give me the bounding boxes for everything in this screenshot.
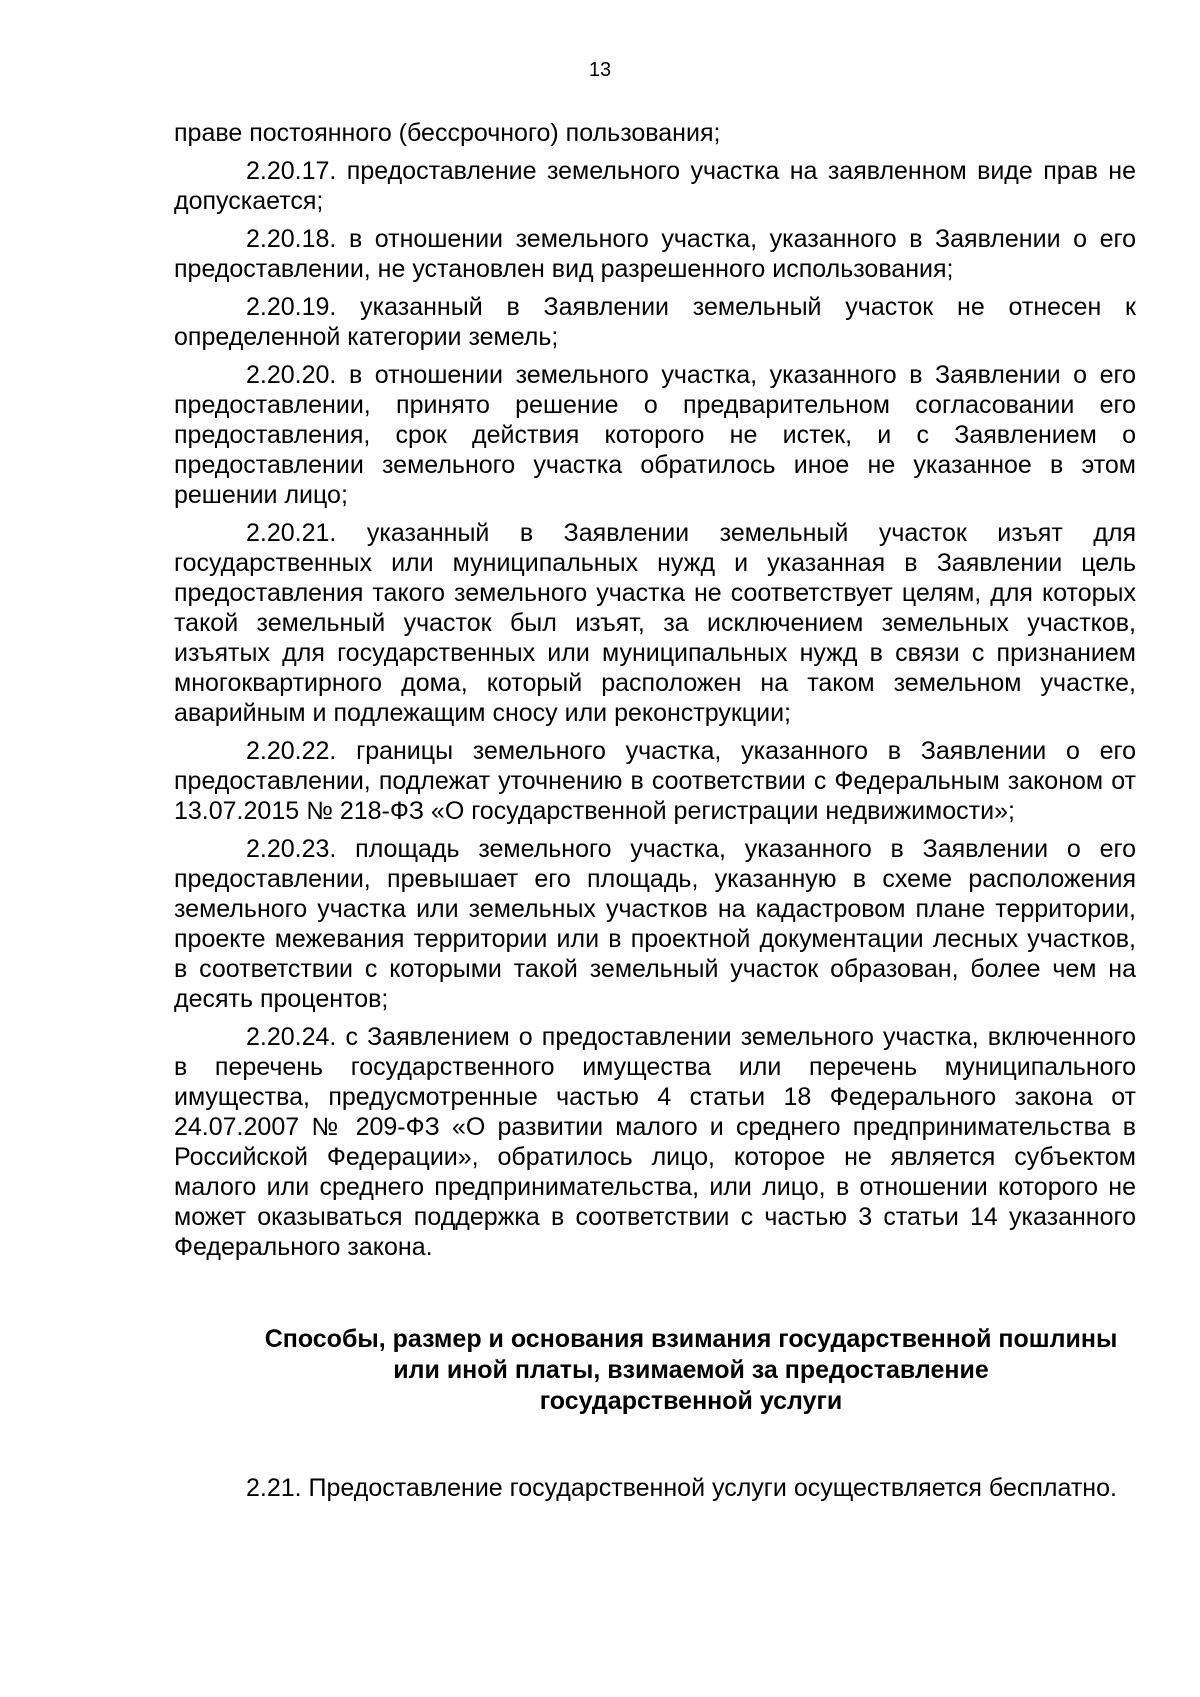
section-heading bbox=[174, 1324, 1136, 1417]
document-body bbox=[174, 118, 1136, 1511]
paragraph-2-20-24: 2.20.24. с Заявлением о предоставлении земельного участка, включенного в перечень государственного имущества или перечень муниципального имущества, предусмотренные частью 4 статьи 18 Федерального закона от 24.07.2007 № 209-ФЗ «О развитии малого и среднего предпринимательства в Российской Федерации», обратилось лицо, которое не является субъектом малого или среднего предпринимательства, или лицо, в отношении которого не может оказываться поддержка в соответствии с частью 3 статьи 14 указанного Федерального закона. bbox=[174, 1023, 1136, 1261]
page-number: 13 bbox=[588, 59, 612, 81]
paragraph-2-21: 2.21. Предоставление государственной услуги осуществляется бесплатно. bbox=[246, 1474, 1117, 1502]
section-heading-line-2: или иной платы, взимаемой за предоставление bbox=[393, 1356, 989, 1384]
section-heading-line-3: государственной услуги bbox=[539, 1387, 843, 1415]
section-heading-line-1: Способы, размер и основания взимания государственной пошлины bbox=[264, 1325, 1118, 1353]
paragraph-2-20-21: 2.20.21. указанный в Заявлении земельный участок изъят для государственных или муниципальных нужд и указанная в Заявлении цель предоставления такого земельного участка не соответствует целям, для которых такой земельный участок был изъят, за исключением земельных участков, изъятых для государственных или муниципальных нужд в связи с признанием многоквартирного дома, который расположен на таком земельном участке, аварийным и подлежащим сносу или реконструкции; bbox=[174, 519, 1136, 727]
paragraph-continuation: праве постоянного (бессрочного) пользования; bbox=[174, 119, 721, 147]
paragraph-2-20-20: 2.20.20. в отношении земельного участка, указанного в Заявлении о его предоставлении, принято решение о предварительном согласовании его предоставления, срок действия которого не истек, и с Заявлением о предоставлении земельного участка обратилось иное не указанное в этом решении лицо; bbox=[174, 361, 1136, 509]
paragraph-2-20-23: 2.20.23. площадь земельного участка, указанного в Заявлении о его предоставлении, превышает его площадь, указанную в схеме расположения земельного участка или земельных участков на кадастровом плане территории, проекте межевания территории или в проектной документации лесных участков, в соответствии с которыми такой земельный участок образован, более чем на десять процентов; bbox=[174, 835, 1136, 1013]
paragraph-2-20-17: 2.20.17. предоставление земельного участка на заявленном виде прав не допускается; bbox=[174, 157, 1136, 215]
paragraph-2-20-22: 2.20.22. границы земельного участка, указанного в Заявлении о его предоставлении, подлежат уточнению в соответствии с Федеральным законом от 13.07.2015 № 218-ФЗ «О государственной регистрации недвижимости»; bbox=[174, 737, 1136, 825]
paragraph-2-20-18: 2.20.18. в отношении земельного участка, указанного в Заявлении о его предоставлении, не установлен вид разрешенного использования; bbox=[174, 225, 1136, 283]
paragraph-2-20-19: 2.20.19. указанный в Заявлении земельный участок не отнесен к определенной категории земель; bbox=[174, 293, 1136, 351]
